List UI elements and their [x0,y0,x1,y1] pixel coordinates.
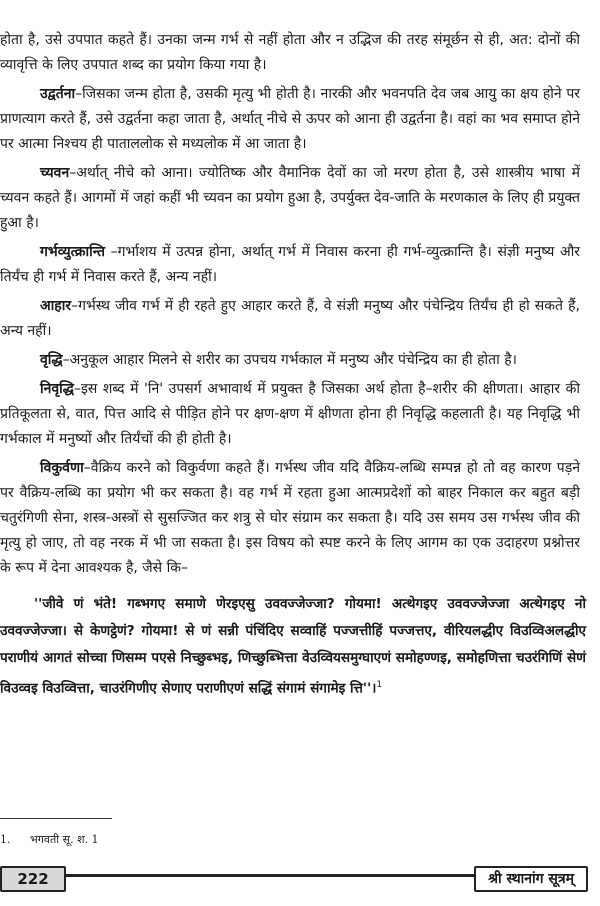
quote-text: ''जीवे णं भंते! गब्भगए समाणे णेरइएसु उववज्जेज्जा? गोयमा! अत्थेगइए उववज्जेज्जा अत्थेगइए नो उववज्जेज्जा। से केणट्ठेणं? गोयमा! से णं सन्नी पंचिंदिए सव्वाहिं पज्जत्तीहिं पज्जत्तए, वीरियलद्धीए विउव्विअलद्धीए पराणीयं आगतं सोच्चा णिसम्म पएसे निच्छुब्भइ, णिच्छुब्भित्ता वेउव्वियसमुग्घाएणं समोहण्णइ, समोहणित्ता चउरंगिणिं सेणं विउव्वइ विउव्वित्ता, चाउरंगिणीए सेणाए पराणीएणं सद्धिं संगामं संगामेइ त्ति''। [0,596,586,697]
paragraph-vriddhi [0,348,600,373]
term-heading: गर्भव्युत्क्रान्ति [40,244,105,260]
paragraph-upapat [0,28,600,78]
paragraph-text: –गर्भाशय में उत्पन्न होना, अर्थात् गर्भ में निवास करना ही गर्भ-व्युत्क्रान्ति है। संज्ञी मनुष्य और तिर्यंच ही गर्भ में निवास करते हैं, अन्य नहीं। [0,244,580,285]
paragraph-chyavan [0,161,600,236]
paragraph-udvartana [0,82,600,157]
term-heading: निवृद्धि [40,381,74,397]
footnote-number: 1. [0,833,11,846]
paragraph-text: होता है, उसे उपपात कहते हैं। उनका जन्म गर्भ से नहीं होता और न उद्भिज की तरह संमूर्छन से ही, अत: दोनों की व्यावृत्ति के लिए उपपात शब्द का प्रयोग किया गया है। [0,32,580,73]
term-heading: च्यवन [40,165,70,181]
footnote-text: भगवती सू. श. 1 [30,833,99,846]
paragraph-text: –अर्थात् नीचे को आना। ज्योतिष्क और वैमानिक देवों का जो मरण होता है, उसे शास्त्रीय भाषा में च्यवन कहते हैं। आगमों में जहां कहीं भी च्यवन का प्रयोग हुआ है, उपर्युक्त देव-जाति के मरणकाल के लिए ही प्रयुक्त हुआ है। [0,165,580,231]
footnote [0,832,99,847]
paragraph-garbhavyutkranti [0,240,600,290]
paragraph-vikurvana [0,456,600,581]
paragraph-text: –इस शब्द में 'नि' उपसर्ग अभावार्थ में प्रयुक्त है जिसका अर्थ होता है–शरीर की क्षीणता। आहार की प्रतिकूलता से, वात, पित्त आदि से पीड़ित होने पर क्षण-क्षण में क्षीणता होना ही निवृद्धि कहलाती है। यह निवृद्धि भी गर्भकाल में मनुष्यों और तिर्यंचों की ही होती है। [0,381,580,447]
term-heading: वृद्धि [40,352,63,368]
paragraph-text: –वैक्रिय करने को विकुर्वणा कहते हैं। गर्भस्थ जीव यदि वैक्रिय-लब्धि सम्पन्न हो तो वह कारण पड़ने पर वैक्रिय-लब्धि का प्रयोग भी कर सकता है। वह गर्भ में रहता हुआ आत्मप्रदेशों को बाहर निकाल कर बहुत बड़ी चतुरंगिणी सेना, शस्त्र-अस्त्रों से सुसज्जित कर शत्रु से घोर संग्राम कर सकता है। यदि उस समय उस गर्भस्थ जीव की मृत्यु हो जाए, तो वह नरक में भी जा सकता है। इस विषय को स्पष्ट करने के लिए आगम का एक उदाहरण प्रश्नोत्तर के रूप में देना आवश्यक है, जैसे कि– [0,460,580,576]
term-heading: उद्वर्तना [40,86,76,102]
page-number: 222 [0,866,66,892]
running-book-title: श्री स्थानांग सूत्रम् [474,866,588,892]
paragraph-text: –जिसका जन्म होता है, उसकी मृत्यु भी होती है। नारकी और भवनपति देव जब आयु का क्षय होने पर प्राणत्याग करते हैं, उसे उद्वर्तना कहा जाता है, अर्थात् नीचे से ऊपर को आना ही उद्वर्तना है। वहां का भव समाप्त होने पर आत्मा निश्चय ही पाताललोक से मध्यलोक में आ जाता है। [0,86,580,152]
paragraph-text: –गर्भस्थ जीव गर्भ में ही रहते हुए आहार करते हैं, वे संज्ञी मनुष्य और पंचेन्द्रिय तिर्यंच ही हो सकते हैं, अन्य नहीं। [0,298,580,339]
page-content [0,28,600,703]
paragraph-text: –अनुकूल आहार मिलने से शरीर का उपचय गर्भकाल में मनुष्य और पंचेन्द्रिय का ही होता है। [62,352,517,368]
scripture-quote [0,591,600,703]
term-heading: विकुर्वणा [40,460,84,476]
footnote-reference[interactable]: 1 [376,680,383,690]
paragraph-nivriddhi [0,377,600,452]
term-heading: आहार [40,298,72,314]
paragraph-ahar [0,294,600,344]
footnote-divider [0,818,112,819]
